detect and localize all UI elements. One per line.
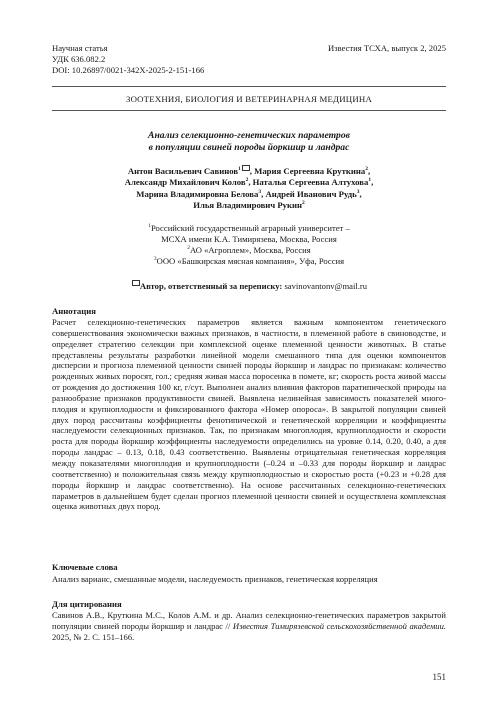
author-line: Антон Васильевич Савинов$^1$ , Мария Сергеевна Круткина$^2$,	[127, 166, 371, 176]
journal-issue: Известия ТСХА, выпуск 2, 2025	[327, 43, 446, 53]
author-sup: 2	[365, 166, 368, 173]
author-name: Антон Васильевич Савинов	[127, 166, 239, 176]
author-list	[52, 165, 446, 212]
section-title: ЗООТЕХНИЯ, БИОЛОГИЯ И ВЕТЕРИНАРНАЯ МЕДИЦИНА	[125, 94, 373, 104]
author-name: Александр Михайлович Колов	[124, 177, 246, 188]
author-sup: 2	[302, 200, 305, 207]
doi-link[interactable]: DOI: 10.26897/0021-342X-2025-2-151-166	[52, 65, 205, 76]
affiliation: $^1$Российский государственный аграрный университет –	[148, 223, 350, 233]
author-sup: 3	[258, 188, 262, 195]
correspondence-email[interactable]: savinovantonv@mail.ru	[284, 281, 368, 291]
abstract-heading: Аннотация	[52, 306, 96, 316]
author-separator: ,	[249, 166, 255, 176]
citation-heading: Для цитирования	[52, 599, 122, 609]
author-name: Мария Сергеевна Круткина	[254, 166, 366, 176]
citation-text: Савинов А.В., Круткина М.С., Колов А.М. и др. Анализ селекционно-генетических параметров закрытой популяции свиней породы йоркшир и ландрас // Известия Тимирязевской сельскохозяйственной академии. 2025, № 2. С. 151–166.	[52, 610, 446, 642]
author-sup: 1	[368, 177, 372, 184]
author-sup: 2	[245, 177, 249, 184]
envelope-icon	[242, 165, 250, 171]
section-divider	[52, 110, 446, 111]
header-left	[52, 43, 204, 77]
envelope-icon	[132, 280, 140, 286]
citation-journal: Известия Тимирязевской сельскохозяйственной академии.	[232, 620, 446, 631]
author-line: Александр Михайлович Колов$^2$, Наталья Сергеевна Алтухова$^1$,	[124, 177, 374, 188]
affiliation: $^2$АО «Агроплем», Москва, Россия	[187, 244, 311, 255]
author-name: Наталья Сергеевна Алтухова	[252, 177, 369, 188]
keywords-heading: Ключевые слова	[52, 562, 118, 572]
header-divider	[52, 86, 446, 87]
author-sup: 3	[356, 188, 360, 195]
abstract-text: Расчет селекционно-генетических параметров является важным компонентом генетического совершенствования экономически важных признаков, в частности, в племенной работе в свиноводстве, и определяет стратегию селекции при комплексной оценке племенной ценности животных. В статье представлены результаты разработки линейной модели смешанного типа для оценки компонентов дисперсии и прогноза племенной ценности свиней породы йоркшир и ландрас по признакам: количество рожденных живых поросят, гол.; средняя живая масса поросенка в помете, кг; скорость роста живой массы от рождения до достижения 100 кг, г/сут. Выполнен анализ влияния факторов паратипической природы на разнообразие признаков продуктивности свиней. Выявлена нелинейная зависимость показателей многоплодия и крупноплодности и фиксированного фактора «Номер опороса». В закрытой популяции свиней двух пород рассчитаны коэффициенты фенотипической и генетической корреляции и коэффициенты наследуемости селекционных признаков. Так, по признакам многоплодия, крупноплодности и скорости роста для породы йоркшир коэффициенты наследуемости определились на уровне 0.14, 0.20, 0.40, а для породы ландрас – 0.13, 0.18, 0.43 соответственно. Выявлены отрицательная генетическая корреляция между показателями многоплодия и крупноплодности (–0.24 и –0.33 для породы йоркшир и ландрас соответственно) и положительная связь между крупноплодностью и скоростью роста (+0.23 и +0.28 для породы йоркшир и ландрас соответственно). На основе рассчитанных селекционно-генетических параметров в дальнейшем будет сделан прогноз племенной ценности свиней и осуществлена комплексная оценка животных двух пород.	[52, 317, 446, 512]
affiliation-list	[52, 223, 446, 267]
page-number: 151	[432, 672, 446, 682]
article-type: Научная статья	[52, 43, 108, 53]
author-sup: 1	[238, 166, 241, 173]
affiliation: МСХА имени К.А. Тимирязева, Москва, Россия	[161, 233, 337, 244]
udc-code: УДК 636.082.2	[52, 54, 106, 65]
author-name: Марина Владимировна Белова	[136, 188, 259, 199]
affiliation: $^3$ООО «Башкирская мясная компания», Уфа, Россия	[153, 255, 345, 266]
article-title	[52, 130, 446, 154]
title-line: в популяции свиней породы йоркшир и ландрас	[148, 142, 350, 153]
author-line: Марина Владимировна Белова$^3$, Андрей Иванович Рудь$^3$,	[136, 188, 362, 199]
correspondence	[52, 280, 446, 291]
keywords-text: Анализ варианс, смешанные модели, наследуемость признаков, генетическая корреляция	[52, 574, 378, 584]
title-line: Анализ селекционно-генетических параметров	[148, 130, 350, 141]
correspondence-label: Автор, ответственный за переписку:	[139, 281, 283, 291]
author-name: Андрей Иванович Рудь	[265, 188, 357, 199]
author-name: Илья Владимирович Рукин	[193, 200, 303, 211]
author-line	[52, 200, 446, 211]
